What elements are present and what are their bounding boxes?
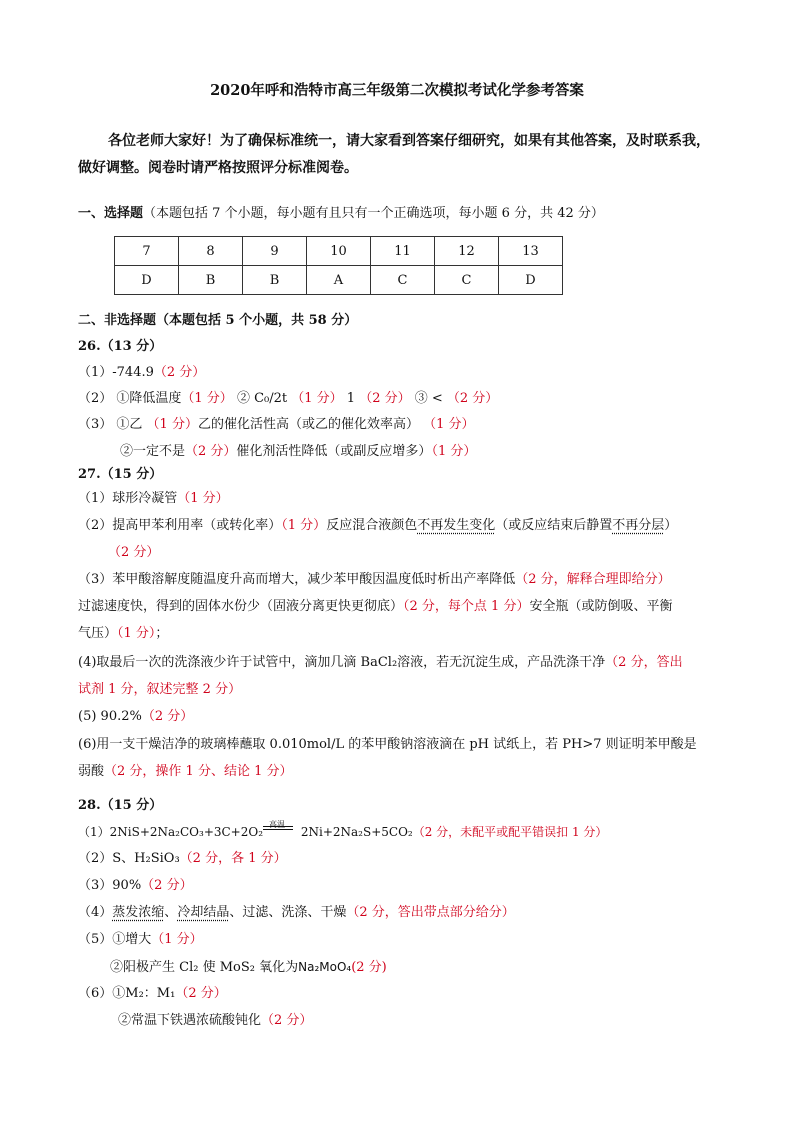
score-text: （1 分） — [151, 932, 203, 947]
q28-line2 — [78, 850, 287, 868]
score-text: （1 分） — [117, 626, 156, 641]
table-cell: B — [179, 266, 243, 295]
text: (4)取最后一次的洗涤液少许于试管中，滴加几滴 BaCl₂溶液，若无沉淀生成，产品洗涤干净 — [78, 655, 606, 670]
score-text: （2 分） — [359, 391, 411, 406]
score-text: （1 分） — [146, 417, 198, 432]
q27-line3b — [78, 598, 672, 616]
text: 1 — [342, 391, 360, 406]
score-text: 试剂 1 分，叙述完整 2 分） — [78, 682, 242, 697]
score-text: （1 分） — [177, 491, 229, 506]
q28-line8 — [118, 1012, 312, 1030]
q27-line4 — [78, 654, 683, 672]
intro-paragraph: 各位老师大家好！为了确保标准统一，请大家看到答案仔细研究，如果有其他答案，及时联系我，做好调整。阅卷时请严格按照评分标准阅卷。 — [78, 133, 710, 176]
text: ③ < — [410, 391, 447, 406]
text: （2）S、H₂SiO₃ — [78, 851, 180, 866]
score-text: （2 分） — [108, 545, 160, 560]
q26-line2 — [78, 390, 498, 408]
key-point: 不再分层 — [612, 518, 665, 533]
text: （3）苯甲酸溶解度随温度升高而增大，减少苯甲酸因温度低时析出产率降低 — [78, 572, 516, 587]
text: ②常温下铁遇浓硫酸钝化 — [118, 1013, 262, 1028]
score-text: （1 分） — [291, 391, 343, 406]
q27-line5 — [78, 708, 193, 726]
table-cell: C — [435, 266, 499, 295]
reaction-condition — [263, 819, 297, 838]
q26-line1 — [78, 364, 205, 382]
text: 气压） — [78, 626, 118, 641]
text: 、 — [164, 905, 178, 920]
score-text: （2 分，答出 — [605, 655, 683, 670]
section1-heading: 一、选择题 — [78, 206, 144, 221]
score-text: （2 分，解释合理即给分） — [515, 572, 671, 587]
text: ） — [664, 518, 678, 533]
q27-line4b — [78, 681, 241, 699]
text: （4） — [78, 905, 113, 920]
condition-label: 高温 — [269, 819, 286, 829]
table-cell: 13 — [499, 237, 563, 266]
text: 弱酸 — [78, 764, 105, 779]
table-cell: A — [307, 266, 371, 295]
text: (6)用一支干燥洁净的玻璃棒蘸取 0.010mol/L 的苯甲酸钠溶液滴在 pH 试纸上，若 PH>7 则证明苯甲酸是 — [78, 737, 697, 752]
q28-line1 — [78, 819, 608, 841]
q28-line7 — [78, 985, 227, 1003]
score-text: （2 分） — [175, 986, 227, 1001]
score-text: （2 分，答出带点部分给分） — [346, 905, 515, 920]
q28-line4 — [78, 904, 515, 922]
text: （1）球形冷凝管 — [78, 491, 178, 506]
text: （5）①增大 — [78, 932, 152, 947]
score-text: （2 分，未配平或配平错误扣 1 分） — [412, 825, 608, 839]
q28-heading: 28.（15 分） — [78, 798, 163, 813]
text: （3） ①乙 — [78, 417, 147, 432]
text: （2） ①降低温度 — [78, 391, 182, 406]
q28-line6 — [110, 958, 387, 977]
score-text: （2 分） — [261, 1013, 313, 1028]
key-point: 冷却结晶 — [177, 905, 230, 920]
q27-line6 — [78, 736, 697, 754]
score-text: （2 分，操作 1 分、结论 1 分） — [104, 764, 293, 779]
table-row-numbers — [115, 237, 563, 266]
score-text: （1 分） — [181, 391, 233, 406]
q27-line6b — [78, 763, 293, 781]
score-text: （2 分） — [141, 878, 193, 893]
text: ②阳极产生 Cl₂ 使 MoS₂ 氧化为 — [110, 960, 299, 975]
text: ② C₀/2t — [232, 391, 292, 406]
table-cell: 8 — [179, 237, 243, 266]
text: 过滤速度快，得到的固体水份少（固液分离更快更彻底） — [78, 599, 404, 614]
section2-heading: 二、非选择题（本题包括 5 个小题，共 58 分） — [78, 313, 358, 328]
q28-line5 — [78, 931, 203, 949]
table-cell: 10 — [307, 237, 371, 266]
q27-line2 — [78, 517, 677, 535]
text: 安全瓶（或防倒吸、平衡 — [529, 599, 673, 614]
q27-line1 — [78, 490, 229, 508]
answer-table — [114, 236, 563, 295]
table-cell: D — [499, 266, 563, 295]
table-cell: B — [243, 266, 307, 295]
equation-left: （1）2NiS+2Na₂CO₃+3C+2O₂ — [78, 825, 264, 839]
text: （或反应结束后静置 — [495, 518, 613, 533]
q28-line3 — [78, 877, 193, 895]
text: ②一定不是 — [120, 444, 186, 459]
page-title: 2020年呼和浩特市高三年级第二次模拟考试化学参考答案 — [210, 82, 584, 99]
text: （2）提高甲苯利用率（或转化率） — [78, 518, 282, 533]
score-text: （2 分） — [141, 709, 194, 724]
text: 反应混合液颜色 — [326, 518, 418, 533]
text: ； — [155, 626, 169, 641]
formula: Na₂MoO₄ — [298, 960, 352, 974]
score-text: （1 分） — [431, 444, 477, 459]
q26-line4 — [120, 443, 476, 461]
table-cell: 11 — [371, 237, 435, 266]
text: 乙的催化活性高（或乙的催化效率高） — [197, 417, 424, 432]
key-point: 不再发生变化 — [417, 518, 496, 533]
score-text: （2 分） — [153, 365, 206, 380]
table-row-answers — [115, 266, 563, 295]
equation-right: 2Ni+2Na₂S+5CO₂ — [297, 825, 413, 839]
text: 、过滤、洗涤、干燥 — [229, 905, 347, 920]
key-point: 蒸发浓缩 — [112, 905, 165, 920]
table-cell: 9 — [243, 237, 307, 266]
section1-desc: （本题包括 7 个小题，每小题有且只有一个正确选项，每小题 6 分，共 42 分） — [143, 206, 604, 221]
text: (5) 90.2% — [78, 709, 142, 724]
score-text: （1 分） — [281, 518, 327, 533]
score-text: （2 分，每个点 1 分） — [403, 599, 530, 614]
q27-line3 — [78, 571, 671, 589]
score-text: (2 分) — [351, 960, 387, 975]
q27-line2b — [108, 544, 159, 562]
q27-line3c — [78, 625, 168, 643]
text: 催化剂活性降低（或副反应增多） — [236, 444, 432, 459]
text: （1）-744.9 — [78, 365, 154, 380]
score-text: （1 分） — [423, 417, 475, 432]
table-cell: 12 — [435, 237, 499, 266]
text: （3）90% — [78, 878, 142, 893]
q26-heading: 26.（13 分） — [78, 339, 163, 354]
q26-line3 — [78, 416, 475, 434]
table-cell: D — [115, 266, 179, 295]
equals-sign — [263, 826, 293, 830]
text: （6）①M₂：M₁ — [78, 986, 176, 1001]
score-text: （2 分） — [185, 444, 237, 459]
section1-heading-line — [78, 205, 604, 223]
q27-heading: 27.（15 分） — [78, 467, 163, 482]
table-cell: 7 — [115, 237, 179, 266]
score-text: （2 分） — [446, 391, 499, 406]
table-cell: C — [371, 266, 435, 295]
score-text: （2 分，各 1 分） — [179, 851, 287, 866]
